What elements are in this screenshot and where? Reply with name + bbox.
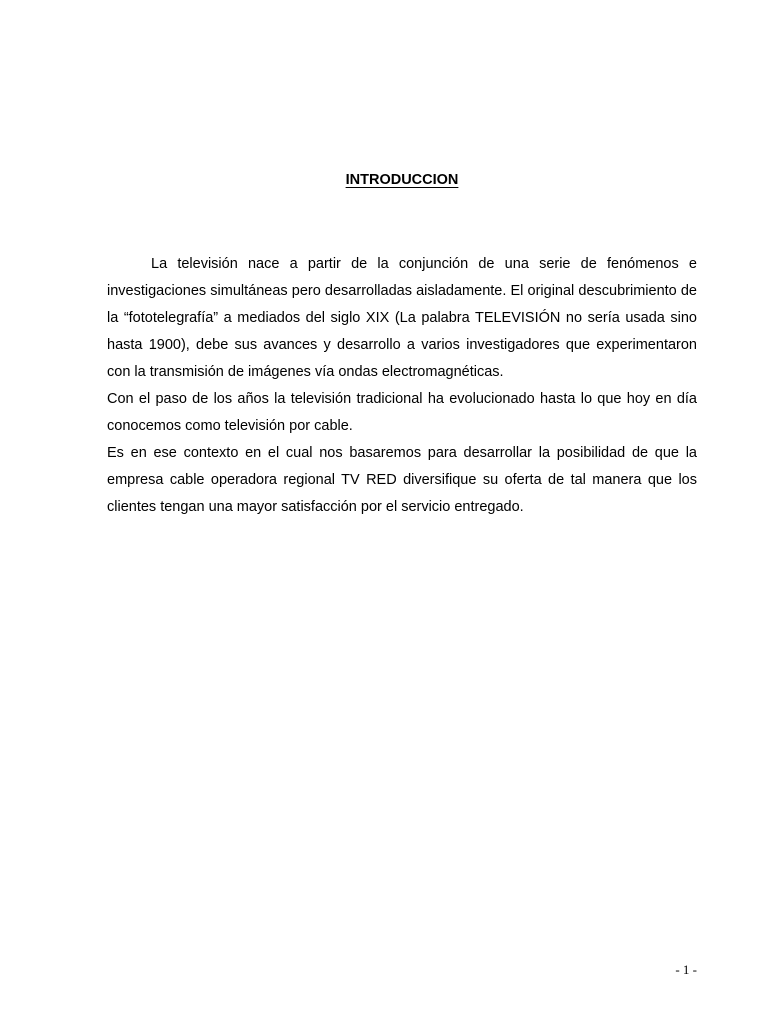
section-heading: INTRODUCCION	[345, 172, 459, 188]
page-number: - 1 -	[675, 962, 697, 977]
paragraph-1: La televisión nace a partir de la conjunción de una serie de fenómenos e investigaciones simultáneas pero desarrolladas aisladamente. El original descubrimiento de la “fototelegrafía” a mediados del siglo XIX (La palabra TELEVISIÓN no sería usada sino hasta 1900), debe sus avances y desarrollo a varios investigadores que experimentaron con la transmisión de imágenes vía ondas electromagnéticas.	[107, 256, 697, 380]
body-text	[107, 251, 697, 521]
paragraph-2: Con el paso de los años la televisión tradicional ha evolucionado hasta lo que hoy en día conocemos como televisión por cable.	[107, 391, 697, 434]
paragraph-3: Es en ese contexto en el cual nos basaremos para desarrollar la posibilidad de que la empresa cable operadora regional TV RED diversifique su oferta de tal manera que los clientes tengan una mayor satisfacción por el servicio entregado.	[107, 445, 697, 515]
